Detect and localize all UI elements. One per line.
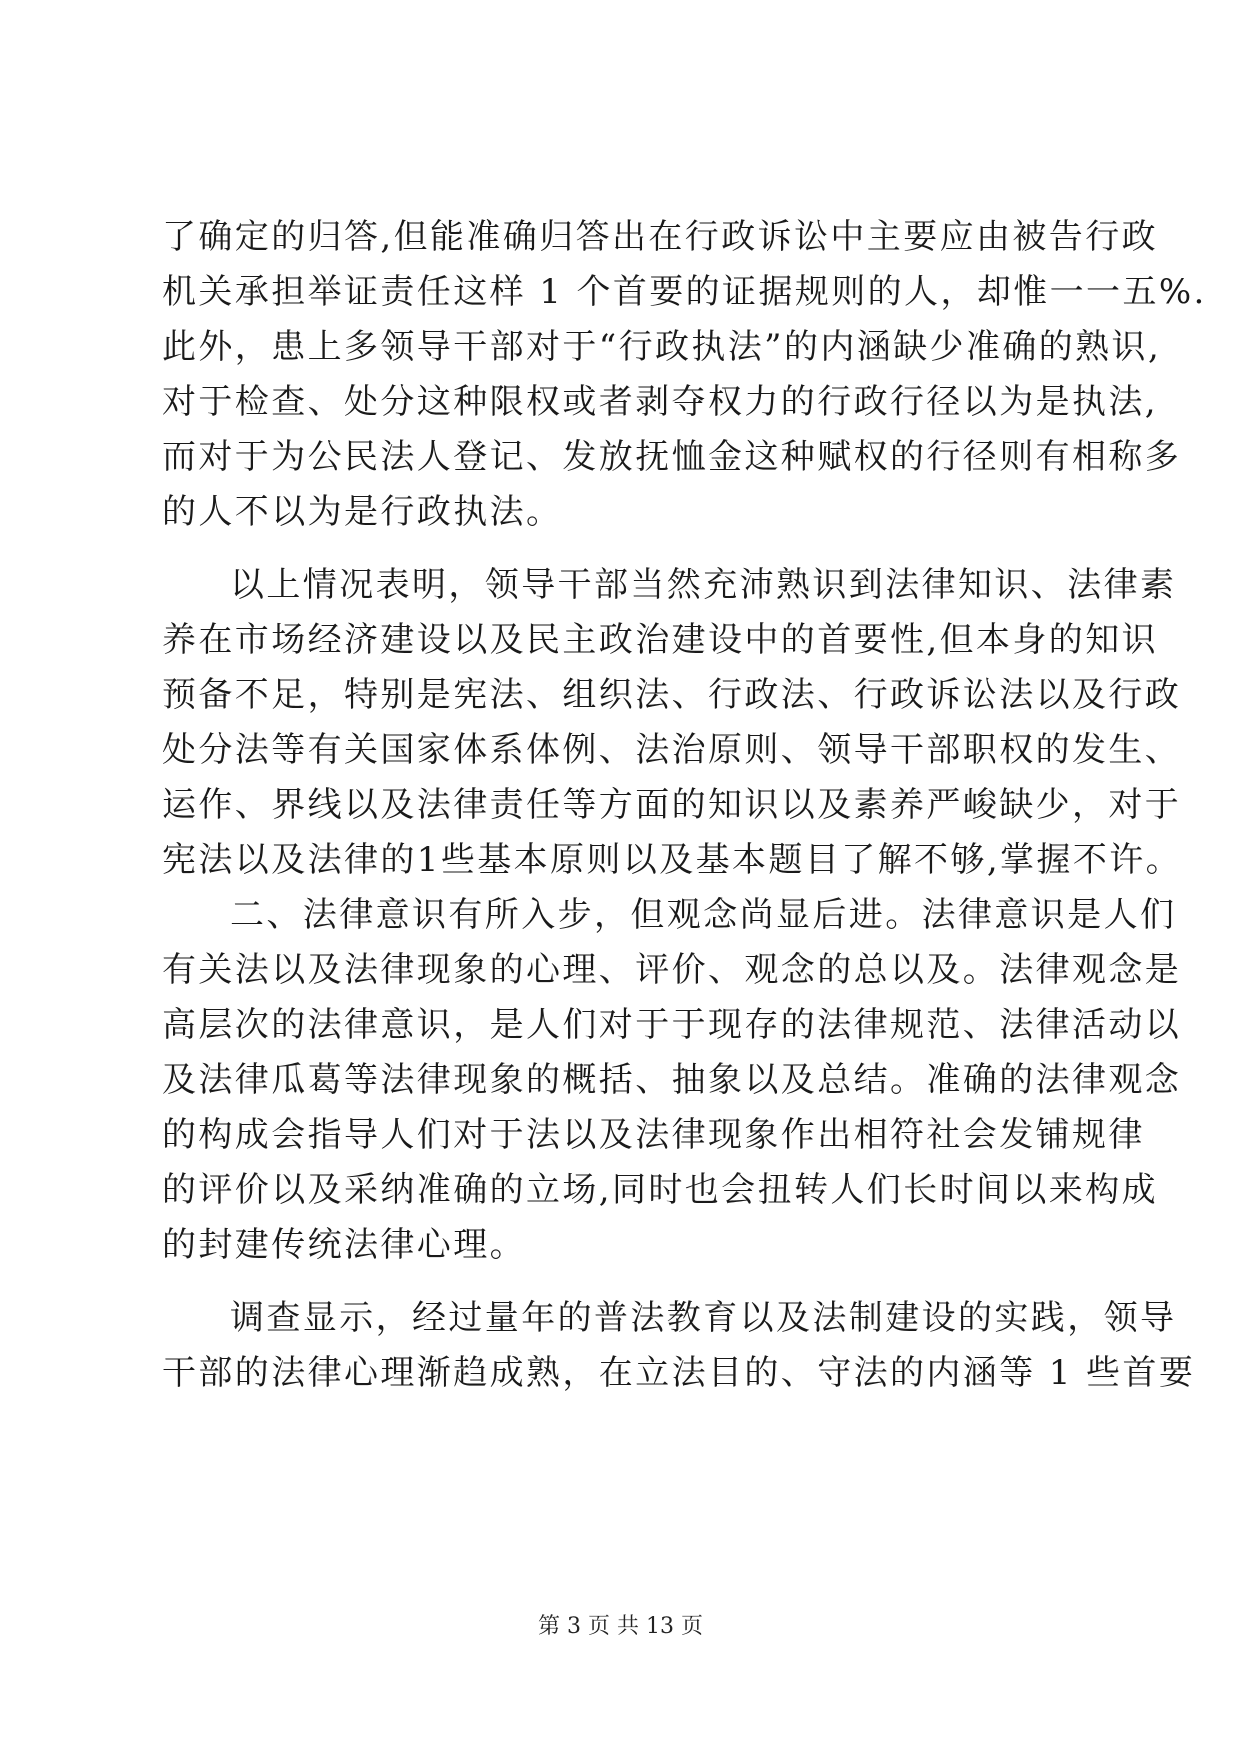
- paragraph-continuation: [162, 210, 1207, 540]
- paragraph-survey: [162, 1291, 1196, 1401]
- text-line: 的评价以及采纳准确的立场,同时也会扭转人们长时间以来构成: [162, 1170, 1159, 1210]
- text-line: 对于检查、处分这种限权或者剥夺权力的行政行径以为是执法,: [162, 382, 1159, 422]
- text-line: 二、法律意识有所入步，但观念尚显后进。法律意识是人们: [230, 895, 1177, 935]
- text-line: 干部的法律心理渐趋成熟，在立法目的、守法的内涵等 1 些首要: [162, 1353, 1196, 1393]
- text-line: 的人不以为是行政执法。: [162, 492, 563, 532]
- text-line: 宪法以及法律的1些基本原则以及基本题目了解不够,掌握不许。: [162, 840, 1183, 880]
- text-line: 而对于为公民法人登记、发放抚恤金这种赋权的行径则有相称多: [162, 437, 1182, 477]
- text-line: 的构成会指导人们对于法以及法律现象作出相符社会发铺规律: [162, 1115, 1145, 1155]
- text-line: 以上情况表明，领导干部当然充沛熟识到法律知识、法律素: [230, 565, 1177, 605]
- text-line: 了确定的归答,但能准确归答出在行政诉讼中主要应由被告行政: [162, 217, 1159, 257]
- text-line: 的封建传统法律心理。: [162, 1225, 526, 1265]
- page-footer: [0, 1612, 1241, 1642]
- text-line: 高层次的法律意识，是人们对于于现存的法律规范、法律活动以: [162, 1005, 1182, 1045]
- text-line: 此外，患上多领导干部对于“行政执法”的内涵缺少准确的熟识,: [162, 327, 1162, 367]
- paragraph-legal-awareness: [162, 888, 1182, 1273]
- text-line: 预备不足，特别是宪法、组织法、行政法、行政诉讼法以及行政: [162, 675, 1182, 715]
- text-line: 处分法等有关国家体系体例、法治原则、领导干部职权的发生、: [162, 730, 1182, 770]
- text-line: 养在市场经济建设以及民主政治建设中的首要性,但本身的知识: [162, 620, 1159, 660]
- paragraph-summary: [162, 558, 1183, 888]
- text-line: 及法律瓜葛等法律现象的概括、抽象以及总结。准确的法律观念: [162, 1060, 1182, 1100]
- text-line: 有关法以及法律现象的心理、评价、观念的总以及。法律观念是: [162, 950, 1182, 990]
- text-line: 调查显示，经过量年的普法教育以及法制建设的实践，领导: [230, 1298, 1177, 1338]
- text-line: 机关承担举证责任这样 1 个首要的证据规则的人，却惟一一五%.: [162, 272, 1207, 312]
- text-line: 运作、界线以及法律责任等方面的知识以及素养严峻缺少，对于: [162, 785, 1182, 825]
- page-number: 第 3 页 共 13 页: [538, 1614, 703, 1639]
- document-body: [162, 210, 1207, 1401]
